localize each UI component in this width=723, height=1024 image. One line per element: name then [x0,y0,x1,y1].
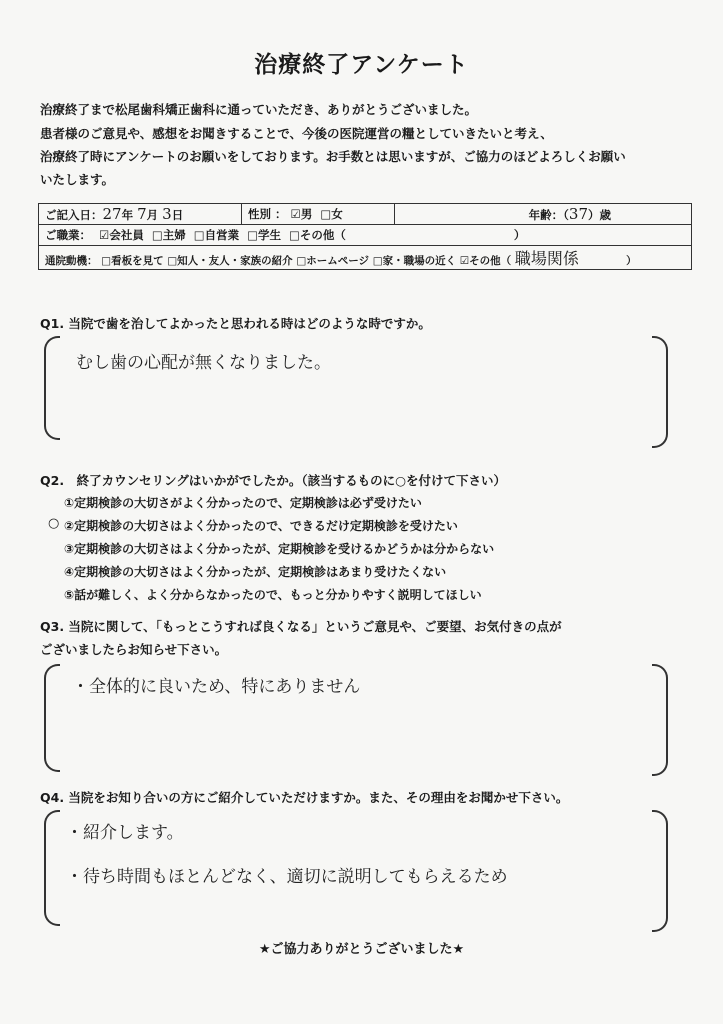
intro-line-2: 患者様のご意見や、感想をお聞きすることで、今後の医院運営の糧としていきたいと考え、 [40,126,553,141]
q2-question: Q2. 終了カウンセリングはいかがでしたか。（該当するものに○を付けて下さい） [40,473,506,488]
q1-bracket-left [44,336,60,440]
age-value: 37 [568,205,588,223]
q2-option-2[interactable]: ②定期検診の大切さはよく分かったので、できるだけ定期検診を受けたい [64,519,458,533]
date-month: 7 [137,205,147,223]
job-label: ご職業： [45,228,91,242]
q1-answer: むし歯の心配が無くなりました。 [76,353,331,373]
reason-option-nearby[interactable]: □家・職場の近く [372,255,457,267]
date-label: ご記入日： [45,208,103,222]
month-label: 月 [146,208,159,222]
gender-male-checkbox[interactable]: ☑男 [290,207,313,221]
q3-question-line-2: ございましたらお知らせ下さい。 [40,642,228,657]
job-close: ） [513,228,526,242]
q2-option-1[interactable]: ①定期検診の大切さがよく分かったので、定期検診は必ず受けたい [64,496,422,510]
job-option-selfemployed[interactable]: □自営業 [193,228,240,242]
gender-female-checkbox[interactable]: □女 [320,207,343,221]
q3-answer: ・全体的に良いため、特にありません [72,677,361,697]
q2-selected-marker: ○ [48,516,60,531]
thanks-message: ★ご協力ありがとうございました★ [258,942,465,957]
q2-option-5[interactable]: ⑤話が難しく、よく分からなかったので、もっと分かりやすく説明してほしい [64,588,482,602]
year-label: 年 [121,208,134,222]
q2-option-3[interactable]: ③定期検診の大切さはよく分かったが、定期検診を受けるかどうかは分からない [64,542,495,556]
q4-question: Q4. 当院をお知り合いの方にご紹介していただけますか。また、その理由をお聞かせ下さい。 [40,790,569,805]
q1-question: Q1. 当院で歯を治してよかったと思われる時はどのような時ですか。 [40,316,431,331]
intro-line-3: 治療終了時にアンケートのお願いをしております。お手数とは思いますが、ご協力のほどよろしくお願い [40,149,626,164]
reason-close: ） [626,255,637,267]
q4-bracket-right [652,810,668,932]
intro-line-1: 治療終了まで松尾歯科矯正歯科に通っていただき、ありがとうございました。 [40,102,478,117]
age-label: 年齢：（ [528,208,569,222]
q1-bracket-right [652,336,668,448]
q3-question-line-1: Q3. 当院に関して、「もっとこうすれば良くなる」というご意見や、ご要望、お気付きの点が [40,619,562,634]
q4-answer-line-2: ・待ち時間もほとんどなく、適切に説明してもらえるため [66,867,508,887]
date-day: 3 [162,205,172,223]
job-option-company[interactable]: ☑会社員 [99,228,144,242]
reason-other-value: 職場関係 [514,249,579,268]
job-option-housewife[interactable]: □主婦 [151,228,186,242]
intro-line-4: いたします。 [40,172,115,187]
q4-bracket-left [44,810,60,926]
age-suffix: ）歳 [588,208,611,222]
page-title: 治療終了アンケート [254,52,469,78]
age-cell [395,204,692,225]
info-table [38,203,692,270]
reason-label: 通院動機： [45,255,98,267]
q2-option-4[interactable]: ④定期検診の大切さはよく分かったが、定期検診はあまり受けたくない [64,565,447,579]
date-cell [39,204,242,225]
reason-cell [39,246,692,270]
q3-bracket-left [44,664,60,772]
day-label: 日 [171,208,184,222]
q3-bracket-right [652,664,668,776]
gender-cell [242,204,395,225]
job-option-other[interactable]: □その他（ [289,228,346,242]
job-cell [39,225,692,246]
gender-label: 性別 ： [248,207,287,221]
reason-option-homepage[interactable]: □ホームページ [296,255,370,267]
job-option-student[interactable]: □学生 [247,228,281,242]
reason-option-signboard[interactable]: □看板を見て [101,255,164,267]
reason-option-other[interactable]: ☑その他（ [459,255,512,267]
reason-option-referral[interactable]: □知人・友人・家族の紹介 [167,255,293,267]
date-year: 27 [102,205,122,223]
q4-answer-line-1: ・紹介します。 [66,823,184,843]
